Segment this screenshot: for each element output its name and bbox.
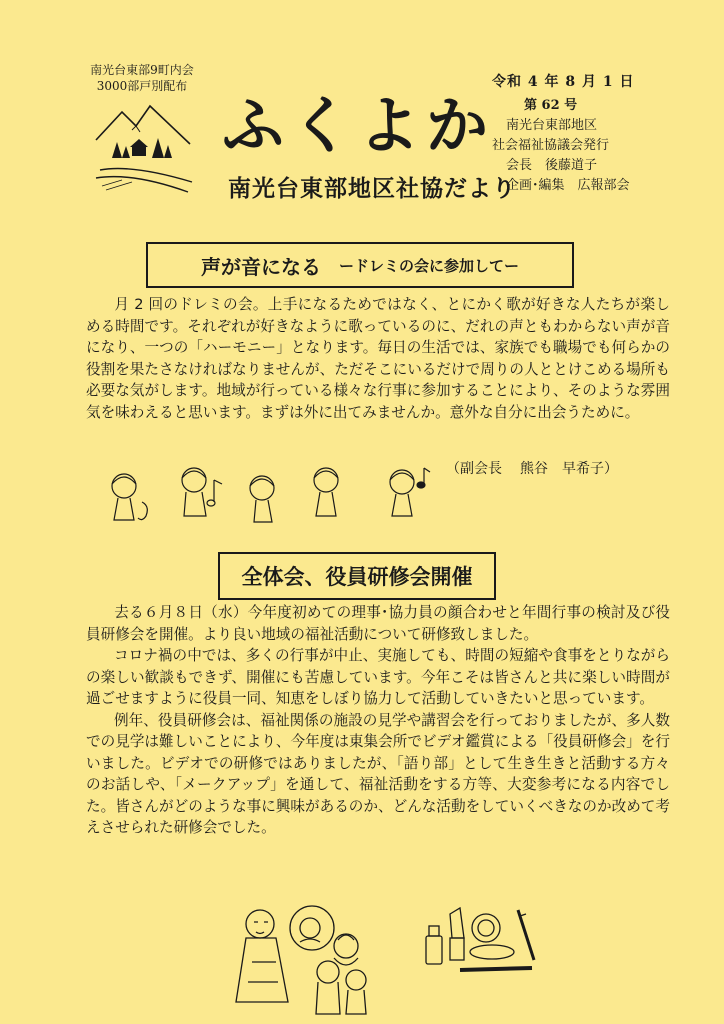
distribution-note: [72, 62, 212, 94]
article2-paragraph-1-text: 去る６月８日（水）今年度初めての理事･協力員の顔合わせと年間行事の検討及び役員研修会を開催。より良い地域の福祉活動について研修致しました。: [86, 604, 670, 643]
singing-children-illustration-icon: [96, 462, 456, 524]
article2-paragraph-3: [86, 710, 670, 839]
issue-info: [492, 72, 670, 196]
publisher-line-2: 社会福祉協議会発行: [492, 138, 610, 153]
makeup-items-illustration-icon: [420, 906, 540, 978]
newsletter-title: ふくよか: [222, 89, 495, 162]
article2-paragraph-3-text: 例年、役員研修会は、福祉関係の施設の見学や講習会を行っておりましたが、多人数での見学は難しいことにより、今年度は東集会所でビデオ鑑賞による「役員研修会」を行いました。ビデオでの研修ではありましたが、「語り部」として生き生きと活動する方々のお話しや、「メークアップ」を通して、福祉活動をする方等、大変参考になる内容でした。皆さんがどのような事に興味があるのか、どんな活動をしていくべきなのか改めて考えさせられた研修会でした。: [86, 711, 670, 836]
issue-number: 第 62 号: [524, 98, 578, 113]
newsletter-subtitle: 南光台東部地区社協だより: [228, 176, 516, 202]
article1-heading: 声が音になる: [200, 254, 321, 279]
article2-heading: 全体会、役員研修会開催: [241, 565, 473, 589]
distribution-line-1: 南光台東部9町内会: [90, 63, 194, 77]
article2-paragraph-2: [86, 645, 670, 710]
mountain-logo-icon: [92, 100, 196, 200]
article2-heading-box: [218, 552, 496, 600]
issue-date: 令和 4 年 8 月 1 日: [492, 74, 635, 90]
article1-signature: [446, 458, 618, 478]
signature-name: 熊谷 早希子）: [520, 461, 618, 477]
article2-paragraph-2-text: コロナ禍の中では、多くの行事が中止、実施しても、時間の短縮や食事をとりながらの楽しい歓談もできず、開催にも苦慮しています。今年こそは皆さんと共に楽しい時間が過ごせますように役員一同、知恵をしぼり協力して活動していきたいと思っています。: [86, 647, 670, 707]
chair-name: 会長 後藤道子: [506, 158, 598, 173]
distribution-line-2: 3000部戸別配布: [96, 79, 188, 93]
article2-paragraph-1: [86, 602, 670, 645]
article1-heading-box: [146, 242, 574, 288]
article2-body: [86, 602, 670, 839]
editor-line: 企画･編集 広報部会: [506, 178, 630, 193]
publisher-line-1: 南光台東部地区: [506, 118, 598, 133]
article1-body-wrap: [86, 294, 670, 423]
article1-body: 月 2 回のドレミの会。上手になるためではなく、とにかく歌が好きな人たちが楽しめる時間です。それぞれが好きなように歌っているのに、だれの声ともわからない声が音になり、一つの「ハーモニー」となります。毎日の生活では、家族でも職場でも何らかの役割を果たさなければなりませんが、ただそこにいるだけで周りの人ととけこめる場所も必要な気がします。地域が行っている様々な行事に参加することにより、そのような雰囲気を味わえると思います。まずは外に出てみませんか。意外な自分に出会うために。: [86, 296, 670, 421]
storyteller-illustration-icon: [232, 902, 372, 1018]
signature-role: （副会長: [446, 461, 502, 477]
article1-heading-sub: ードレミの会に参加してー: [338, 256, 519, 275]
